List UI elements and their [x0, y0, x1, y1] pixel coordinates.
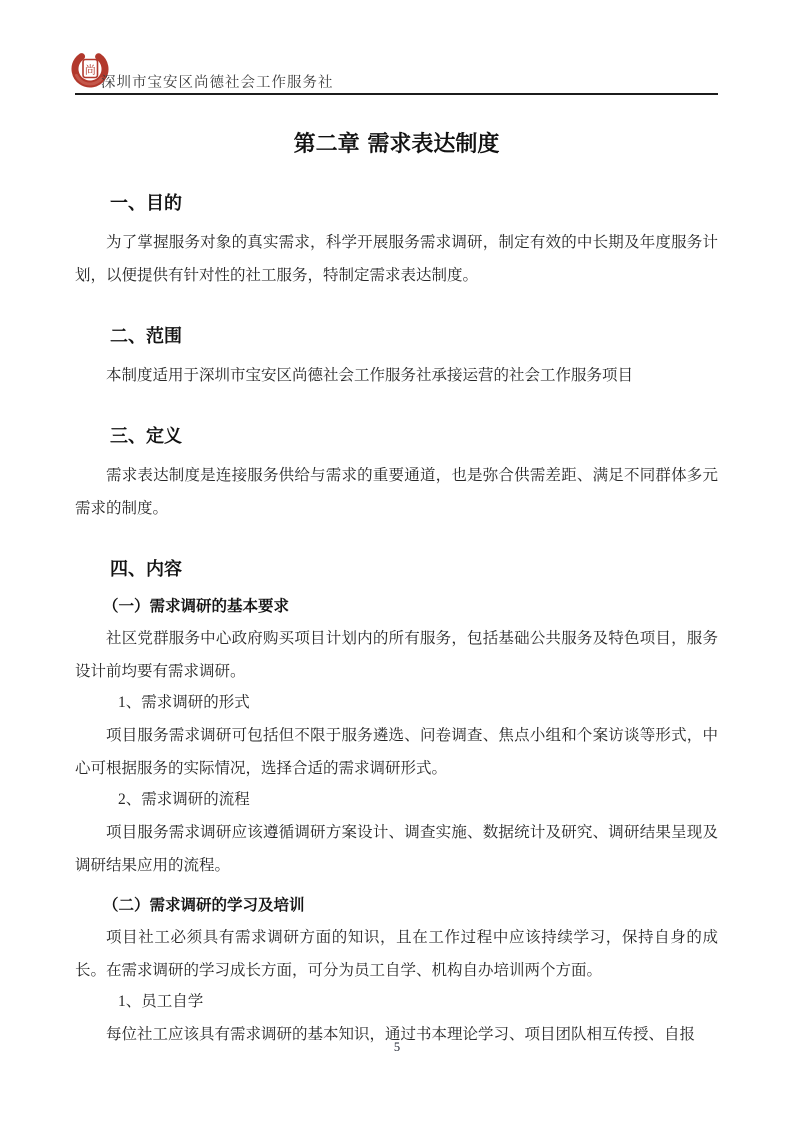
subsection-heading-basic-requirements: （一）需求调研的基本要求: [103, 597, 290, 615]
seal-character: 尚: [84, 63, 96, 77]
paragraph: 需求表达制度是连接服务供给与需求的重要通道，也是弥合供需差距、满足不同群体多元需求的制度。: [75, 467, 718, 517]
section-heading-definition: 三、定义: [110, 426, 182, 447]
paragraph: 项目服务需求调研应该遵循调研方案设计、调查实施、数据统计及研究、调研结果呈现及调研结果应用的流程。: [75, 824, 718, 874]
subsection-heading-learning-training: （二）需求调研的学习及培训: [103, 896, 305, 914]
paragraph: 社区党群服务中心政府购买项目计划内的所有服务，包括基础公共服务及特色项目，服务设计前均要有需求调研。: [75, 630, 718, 680]
paragraph: 项目服务需求调研可包括但不限于服务遴选、问卷调查、焦点小组和个案访谈等形式，中心可根据服务的实际情况，选择合适的需求调研形式。: [75, 727, 718, 777]
page-header: [75, 48, 718, 95]
list-item-heading-self-study: 1、员工自学: [118, 993, 204, 1010]
paragraph: 每位社工应该具有需求调研的基本知识，通过书本理论学习、项目团队相互传授、自报: [106, 1026, 696, 1043]
list-item-heading-survey-process: 2、需求调研的流程: [118, 791, 250, 808]
section-heading-content: 四、内容: [110, 559, 182, 580]
paragraph: 为了掌握服务对象的真实需求，科学开展服务需求调研，制定有效的中长期及年度服务计划，以便提供有针对性的社工服务，特制定需求表达制度。: [75, 234, 718, 284]
org-name: 深圳市宝安区尚德社会工作服务社: [101, 75, 334, 91]
page-number: 5: [393, 1040, 401, 1054]
paragraph: 本制度适用于深圳市宝安区尚德社会工作服务社承接运营的社会工作服务项目: [106, 367, 634, 384]
paragraph: 项目社工必须具有需求调研方面的知识，且在工作过程中应该持续学习，保持自身的成长。在需求调研的学习成长方面，可分为员工自学、机构自办培训两个方面。: [75, 929, 718, 979]
section-heading-scope: 二、范围: [110, 326, 182, 347]
chapter-title: 第二章 需求表达制度: [293, 132, 500, 157]
list-item-heading-survey-forms: 1、需求调研的形式: [118, 694, 250, 711]
section-heading-purpose: 一、目的: [110, 193, 182, 214]
